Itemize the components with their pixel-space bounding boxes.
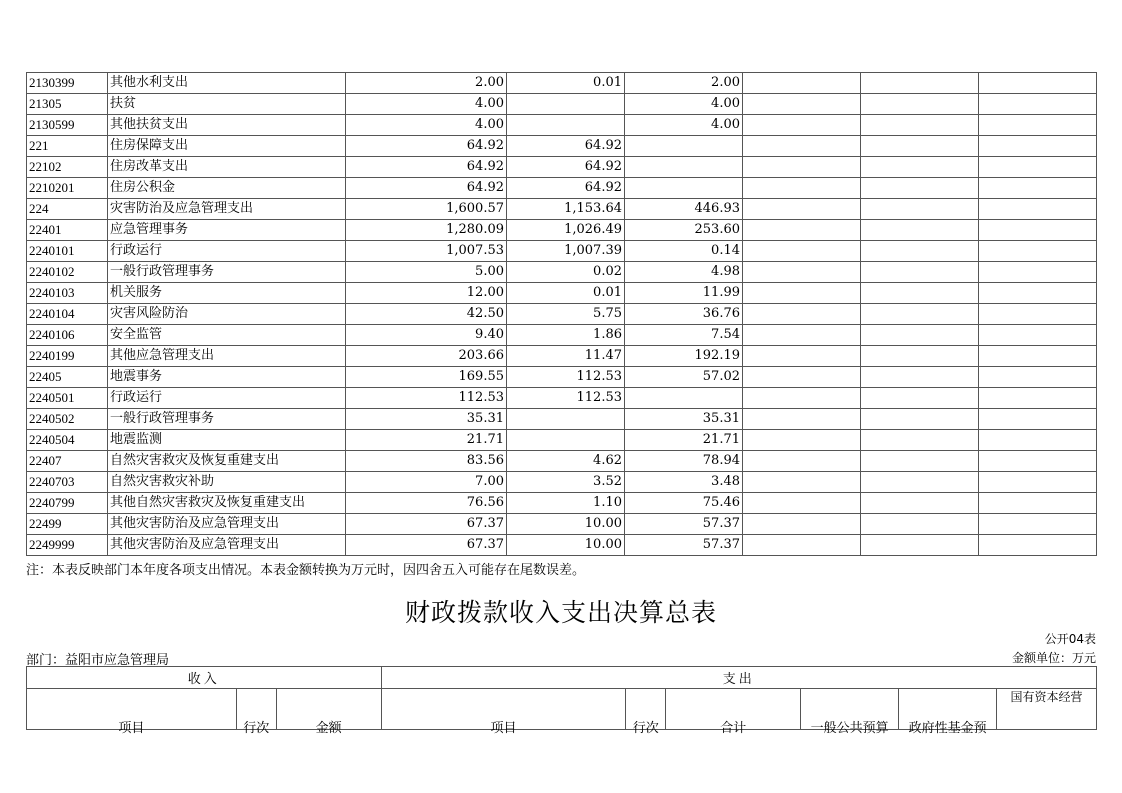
row-basic: 1,007.39 bbox=[507, 241, 625, 262]
row-total: 64.92 bbox=[346, 178, 507, 199]
table-row bbox=[27, 115, 1097, 136]
row-empty bbox=[861, 535, 979, 556]
row-code: 2240102 bbox=[27, 262, 108, 283]
row-empty bbox=[743, 136, 861, 157]
row-project: 21.71 bbox=[625, 430, 743, 451]
row-total: 9.40 bbox=[346, 325, 507, 346]
table-row bbox=[27, 367, 1097, 388]
row-name: 行政运行 bbox=[108, 388, 346, 409]
row-total: 64.92 bbox=[346, 136, 507, 157]
row-empty bbox=[743, 367, 861, 388]
col-state-capital: 国有资本经营 bbox=[997, 689, 1097, 730]
row-name: 其他自然灾害救灾及恢复重建支出 bbox=[108, 493, 346, 514]
row-name: 其他水利支出 bbox=[108, 73, 346, 94]
row-empty bbox=[743, 430, 861, 451]
row-code: 22102 bbox=[27, 157, 108, 178]
col-line: 行次 bbox=[236, 689, 276, 730]
row-name: 自然灾害救灾补助 bbox=[108, 472, 346, 493]
row-name: 住房保障支出 bbox=[108, 136, 346, 157]
row-basic: 1.10 bbox=[507, 493, 625, 514]
table-row bbox=[27, 325, 1097, 346]
row-empty bbox=[979, 262, 1097, 283]
table-row bbox=[27, 430, 1097, 451]
row-empty bbox=[979, 283, 1097, 304]
row-empty bbox=[861, 493, 979, 514]
expenditure-detail-table bbox=[26, 72, 1097, 556]
row-total: 112.53 bbox=[346, 388, 507, 409]
row-empty bbox=[861, 430, 979, 451]
row-empty bbox=[979, 178, 1097, 199]
row-project: 7.54 bbox=[625, 325, 743, 346]
table-row bbox=[27, 388, 1097, 409]
table-row bbox=[27, 514, 1097, 535]
table-row bbox=[27, 304, 1097, 325]
col-item2: 项目 bbox=[381, 689, 626, 730]
row-empty bbox=[861, 409, 979, 430]
department-label: 部门：益阳市应急管理局 bbox=[26, 653, 170, 668]
row-empty bbox=[861, 220, 979, 241]
col-item: 项目 bbox=[27, 689, 237, 730]
row-empty bbox=[979, 451, 1097, 472]
row-empty bbox=[979, 241, 1097, 262]
row-code: 22499 bbox=[27, 514, 108, 535]
row-name: 一般行政管理事务 bbox=[108, 262, 346, 283]
row-project: 35.31 bbox=[625, 409, 743, 430]
row-code: 2240504 bbox=[27, 430, 108, 451]
table-note: 注：本表反映部门本年度各项支出情况。本表金额转换为万元时，因四舍五入可能存在尾数误差。 bbox=[26, 563, 586, 578]
row-empty bbox=[743, 325, 861, 346]
row-project bbox=[625, 136, 743, 157]
expense-header: 支出 bbox=[381, 667, 1096, 689]
row-basic: 64.92 bbox=[507, 157, 625, 178]
row-basic: 4.62 bbox=[507, 451, 625, 472]
row-total: 169.55 bbox=[346, 367, 507, 388]
row-project: 4.00 bbox=[625, 94, 743, 115]
row-total: 64.92 bbox=[346, 157, 507, 178]
row-name: 其他灾害防治及应急管理支出 bbox=[108, 535, 346, 556]
row-name: 一般行政管理事务 bbox=[108, 409, 346, 430]
row-name: 其他扶贫支出 bbox=[108, 115, 346, 136]
row-code: 2240799 bbox=[27, 493, 108, 514]
col-line2: 行次 bbox=[626, 689, 666, 730]
table-row bbox=[27, 283, 1097, 304]
row-name: 机关服务 bbox=[108, 283, 346, 304]
row-total: 7.00 bbox=[346, 472, 507, 493]
row-project: 2.00 bbox=[625, 73, 743, 94]
row-project: 57.37 bbox=[625, 535, 743, 556]
row-total: 4.00 bbox=[346, 94, 507, 115]
row-empty bbox=[861, 157, 979, 178]
row-basic: 10.00 bbox=[507, 514, 625, 535]
row-name: 其他灾害防治及应急管理支出 bbox=[108, 514, 346, 535]
row-empty bbox=[743, 199, 861, 220]
table-row bbox=[27, 73, 1097, 94]
row-empty bbox=[979, 367, 1097, 388]
row-empty bbox=[979, 493, 1097, 514]
row-code: 221 bbox=[27, 136, 108, 157]
row-empty bbox=[979, 73, 1097, 94]
row-name: 地震监测 bbox=[108, 430, 346, 451]
row-code: 2240101 bbox=[27, 241, 108, 262]
row-empty bbox=[979, 514, 1097, 535]
row-project: 3.48 bbox=[625, 472, 743, 493]
row-basic: 11.47 bbox=[507, 346, 625, 367]
row-total: 67.37 bbox=[346, 535, 507, 556]
row-empty bbox=[861, 304, 979, 325]
row-empty bbox=[743, 283, 861, 304]
table-row bbox=[27, 409, 1097, 430]
table-row bbox=[27, 241, 1097, 262]
row-empty bbox=[979, 199, 1097, 220]
row-empty bbox=[979, 136, 1097, 157]
row-empty bbox=[979, 304, 1097, 325]
row-name: 应急管理事务 bbox=[108, 220, 346, 241]
row-project: 4.98 bbox=[625, 262, 743, 283]
table-row bbox=[27, 178, 1097, 199]
row-project: 192.19 bbox=[625, 346, 743, 367]
row-empty bbox=[861, 472, 979, 493]
row-empty bbox=[743, 115, 861, 136]
row-empty bbox=[979, 346, 1097, 367]
row-basic bbox=[507, 430, 625, 451]
row-basic: 112.53 bbox=[507, 367, 625, 388]
row-empty bbox=[743, 514, 861, 535]
row-basic bbox=[507, 409, 625, 430]
row-basic: 64.92 bbox=[507, 136, 625, 157]
row-total: 76.56 bbox=[346, 493, 507, 514]
row-total: 67.37 bbox=[346, 514, 507, 535]
table-row bbox=[27, 220, 1097, 241]
row-basic bbox=[507, 94, 625, 115]
row-project: 11.99 bbox=[625, 283, 743, 304]
table-row bbox=[27, 136, 1097, 157]
row-total: 1,007.53 bbox=[346, 241, 507, 262]
row-total: 5.00 bbox=[346, 262, 507, 283]
row-project: 4.00 bbox=[625, 115, 743, 136]
row-project: 78.94 bbox=[625, 451, 743, 472]
row-empty bbox=[743, 409, 861, 430]
row-code: 2249999 bbox=[27, 535, 108, 556]
row-empty bbox=[861, 514, 979, 535]
row-basic: 10.00 bbox=[507, 535, 625, 556]
row-project bbox=[625, 178, 743, 199]
col-gov-fund: 政府性基金预 bbox=[899, 689, 997, 730]
row-code: 2130599 bbox=[27, 115, 108, 136]
row-name: 灾害防治及应急管理支出 bbox=[108, 199, 346, 220]
row-project bbox=[625, 157, 743, 178]
row-project: 36.76 bbox=[625, 304, 743, 325]
row-project: 57.02 bbox=[625, 367, 743, 388]
col-total: 合计 bbox=[666, 689, 801, 730]
row-empty bbox=[861, 178, 979, 199]
row-project: 57.37 bbox=[625, 514, 743, 535]
row-empty bbox=[979, 472, 1097, 493]
row-empty bbox=[861, 199, 979, 220]
row-empty bbox=[861, 388, 979, 409]
row-empty bbox=[979, 325, 1097, 346]
row-code: 2240502 bbox=[27, 409, 108, 430]
row-empty bbox=[743, 262, 861, 283]
page-title: 财政拨款收入支出决算总表 bbox=[404, 598, 717, 627]
row-empty bbox=[861, 262, 979, 283]
table-row bbox=[27, 472, 1097, 493]
income-header: 收入 bbox=[27, 667, 382, 689]
row-empty bbox=[743, 157, 861, 178]
expenditure-detail-body bbox=[27, 73, 1097, 556]
row-empty bbox=[743, 472, 861, 493]
row-empty bbox=[979, 115, 1097, 136]
row-basic: 0.01 bbox=[507, 283, 625, 304]
row-basic: 5.75 bbox=[507, 304, 625, 325]
summary-table-wrapper bbox=[26, 666, 1097, 736]
row-code: 2240103 bbox=[27, 283, 108, 304]
row-name: 安全监管 bbox=[108, 325, 346, 346]
row-empty bbox=[743, 94, 861, 115]
row-name: 地震事务 bbox=[108, 367, 346, 388]
row-empty bbox=[979, 220, 1097, 241]
row-code: 2240703 bbox=[27, 472, 108, 493]
row-total: 12.00 bbox=[346, 283, 507, 304]
row-empty bbox=[979, 430, 1097, 451]
table-row bbox=[27, 535, 1097, 556]
row-empty bbox=[861, 325, 979, 346]
row-code: 2240199 bbox=[27, 346, 108, 367]
row-name: 其他应急管理支出 bbox=[108, 346, 346, 367]
table-row bbox=[27, 262, 1097, 283]
row-empty bbox=[861, 346, 979, 367]
row-name: 行政运行 bbox=[108, 241, 346, 262]
row-empty bbox=[979, 94, 1097, 115]
row-basic: 1.86 bbox=[507, 325, 625, 346]
row-total: 1,600.57 bbox=[346, 199, 507, 220]
row-total: 21.71 bbox=[346, 430, 507, 451]
row-basic: 64.92 bbox=[507, 178, 625, 199]
row-empty bbox=[743, 346, 861, 367]
row-empty bbox=[979, 388, 1097, 409]
row-code: 2240106 bbox=[27, 325, 108, 346]
row-basic bbox=[507, 115, 625, 136]
table-row bbox=[27, 451, 1097, 472]
row-empty bbox=[861, 367, 979, 388]
row-empty bbox=[743, 220, 861, 241]
row-empty bbox=[861, 451, 979, 472]
row-empty bbox=[743, 73, 861, 94]
row-empty bbox=[743, 451, 861, 472]
row-empty bbox=[861, 73, 979, 94]
row-empty bbox=[743, 241, 861, 262]
row-code: 2240501 bbox=[27, 388, 108, 409]
row-name: 灾害风险防治 bbox=[108, 304, 346, 325]
row-code: 22407 bbox=[27, 451, 108, 472]
row-empty bbox=[861, 115, 979, 136]
row-total: 203.66 bbox=[346, 346, 507, 367]
table-row bbox=[27, 199, 1097, 220]
row-empty bbox=[743, 493, 861, 514]
row-total: 35.31 bbox=[346, 409, 507, 430]
table-row bbox=[27, 94, 1097, 115]
row-code: 2210201 bbox=[27, 178, 108, 199]
col-general-budget: 一般公共预算 bbox=[801, 689, 899, 730]
row-code: 22401 bbox=[27, 220, 108, 241]
row-name: 自然灾害救灾及恢复重建支出 bbox=[108, 451, 346, 472]
row-empty bbox=[861, 94, 979, 115]
row-empty bbox=[743, 304, 861, 325]
table-code: 公开04表 bbox=[1044, 632, 1096, 646]
row-code: 21305 bbox=[27, 94, 108, 115]
row-basic: 1,026.49 bbox=[507, 220, 625, 241]
row-empty bbox=[743, 388, 861, 409]
table-row bbox=[27, 157, 1097, 178]
row-code: 224 bbox=[27, 199, 108, 220]
row-project bbox=[625, 388, 743, 409]
row-empty bbox=[861, 241, 979, 262]
row-project: 0.14 bbox=[625, 241, 743, 262]
row-empty bbox=[979, 535, 1097, 556]
row-basic: 112.53 bbox=[507, 388, 625, 409]
row-total: 83.56 bbox=[346, 451, 507, 472]
unit-label: 金额单位：万元 bbox=[1011, 651, 1096, 665]
row-empty bbox=[861, 283, 979, 304]
row-total: 2.00 bbox=[346, 73, 507, 94]
row-basic: 0.02 bbox=[507, 262, 625, 283]
row-empty bbox=[861, 136, 979, 157]
row-project: 253.60 bbox=[625, 220, 743, 241]
col-amount: 金额 bbox=[276, 689, 381, 730]
row-basic: 0.01 bbox=[507, 73, 625, 94]
row-empty bbox=[743, 535, 861, 556]
table-row bbox=[27, 493, 1097, 514]
row-empty bbox=[979, 409, 1097, 430]
row-empty bbox=[743, 178, 861, 199]
row-project: 446.93 bbox=[625, 199, 743, 220]
row-total: 1,280.09 bbox=[346, 220, 507, 241]
row-name: 住房改革支出 bbox=[108, 157, 346, 178]
row-name: 扶贫 bbox=[108, 94, 346, 115]
row-code: 22405 bbox=[27, 367, 108, 388]
row-code: 2130399 bbox=[27, 73, 108, 94]
summary-table-header bbox=[26, 666, 1097, 736]
row-empty bbox=[979, 157, 1097, 178]
row-code: 2240104 bbox=[27, 304, 108, 325]
row-basic: 1,153.64 bbox=[507, 199, 625, 220]
row-project: 75.46 bbox=[625, 493, 743, 514]
row-total: 4.00 bbox=[346, 115, 507, 136]
row-name: 住房公积金 bbox=[108, 178, 346, 199]
row-total: 42.50 bbox=[346, 304, 507, 325]
row-basic: 3.52 bbox=[507, 472, 625, 493]
table-row bbox=[27, 346, 1097, 367]
